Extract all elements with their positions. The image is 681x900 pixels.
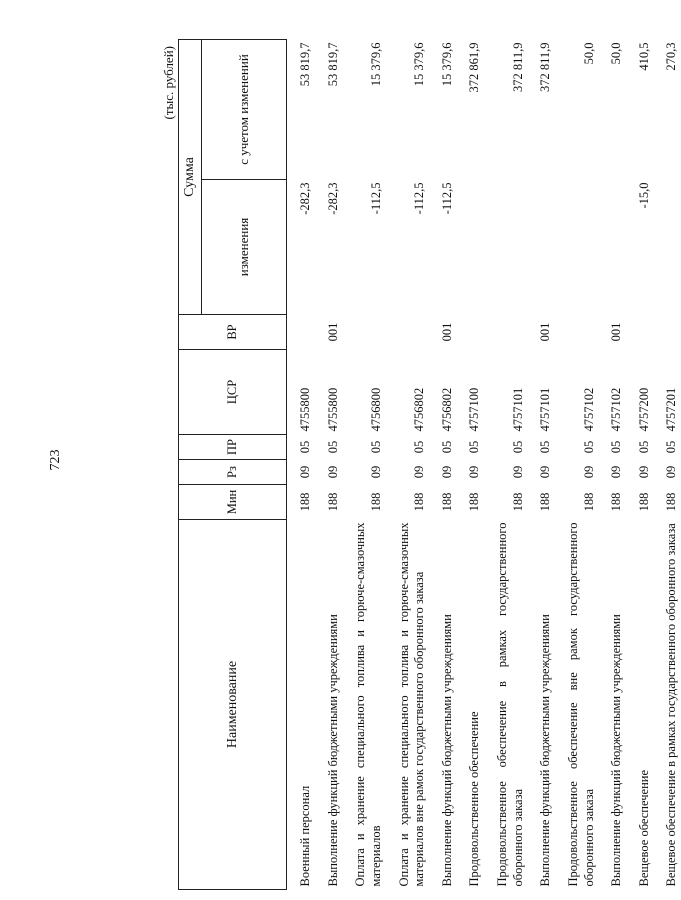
row-vr-cell: [636, 315, 654, 350]
row-change-cell: -282,3: [298, 182, 312, 215]
row-csr-cell: 4756800: [368, 387, 383, 432]
table-row: [325, 40, 343, 890]
header-changes: изменения: [202, 180, 287, 315]
row-pr-cell: 05: [636, 440, 651, 454]
table-row: [537, 40, 555, 890]
row-vr-cell: [494, 315, 527, 350]
row-min-cell: 188: [412, 492, 427, 512]
budget-table: [178, 39, 681, 890]
row-change-cell: [537, 180, 555, 315]
header-min: Мин: [179, 485, 287, 520]
table-row: [608, 40, 626, 890]
row-total-cell: 372 811,9: [510, 42, 525, 93]
table-row: [663, 40, 681, 890]
row-rz-cell: 09: [581, 465, 596, 479]
row-name-cell: Выполнение функций бюджетными учреждениями: [609, 614, 624, 887]
row-vr-cell: 001: [325, 322, 340, 342]
row-change-cell: [466, 180, 484, 315]
row-pr-cell: 05: [325, 440, 340, 454]
row-name-cell: Вещевое обеспечение в рамках государственного оборонного заказа: [664, 523, 679, 887]
row-total-cell: 15 379,6: [412, 42, 427, 87]
row-csr-cell: 4755800: [298, 387, 312, 432]
row-vr-cell: [396, 315, 429, 350]
row-total-cell: 372 861,9: [467, 42, 482, 93]
row-csr-cell: 4756802: [439, 387, 454, 432]
header-csr: ЦСР: [179, 350, 287, 435]
header-rz: Рз: [179, 460, 287, 485]
row-spacer: [456, 40, 466, 890]
row-name-cell: Вещевое обеспечение: [636, 770, 651, 887]
row-csr-cell: 4757101: [538, 387, 553, 432]
row-name-cell: Продовольственное обеспечение: [467, 711, 482, 887]
units-note: (тыс. рублей): [161, 46, 176, 120]
row-min-cell: 188: [298, 492, 312, 512]
row-csr-cell: 4757102: [609, 387, 624, 432]
row-pr-cell: 05: [510, 440, 525, 454]
row-total-cell: 15 379,6: [368, 42, 383, 87]
row-rz-cell: 09: [636, 465, 651, 479]
row-csr-cell: 4756802: [412, 387, 427, 432]
row-min-cell: 188: [581, 492, 596, 512]
row-vr-cell: [352, 315, 385, 350]
row-csr-cell: 4757201: [664, 387, 679, 432]
table-body: [287, 40, 681, 890]
row-min-cell: 188: [538, 492, 553, 512]
row-rz-cell: 09: [368, 465, 383, 479]
row-change-cell: -112,5: [368, 182, 383, 215]
header-sum: Сумма: [179, 40, 202, 315]
row-name-cell: Выполнение функций бюджетными учреждениями: [538, 614, 553, 887]
row-spacer: [555, 40, 565, 890]
row-min-cell: 188: [636, 492, 651, 512]
row-vr-cell: [565, 315, 598, 350]
row-pr-cell: 05: [664, 440, 679, 454]
row-min-cell: 188: [664, 492, 679, 512]
row-pr-cell: 05: [298, 440, 312, 454]
row-spacer: [626, 40, 636, 890]
table-row: [636, 40, 654, 890]
row-name-cell: Военный персонал: [298, 785, 312, 887]
header-pr: ПР: [179, 435, 287, 460]
row-vr-cell: [297, 315, 315, 350]
row-vr-cell: 001: [538, 322, 553, 342]
row-change-cell: -112,5: [412, 182, 427, 215]
row-change-cell: [494, 180, 527, 315]
row-rz-cell: 09: [538, 465, 553, 479]
row-pr-cell: 05: [467, 440, 482, 454]
row-min-cell: 188: [439, 492, 454, 512]
row-change-cell: [608, 180, 626, 315]
row-total-cell: 270,3: [664, 42, 679, 71]
table-header: [179, 40, 287, 890]
row-pr-cell: 05: [538, 440, 553, 454]
row-change-cell: -15,0: [636, 182, 651, 209]
row-pr-cell: 05: [581, 440, 596, 454]
row-name-cell: Продовольственное обеспечение в рамках государственного оборонного заказа: [495, 522, 525, 887]
row-name-cell: Выполнение функций бюджетными учреждениями: [325, 614, 340, 887]
table-row: [494, 40, 527, 890]
row-spacer: [429, 40, 439, 890]
table-row: [396, 40, 429, 890]
row-csr-cell: 4757100: [467, 387, 482, 432]
row-rz-cell: 09: [664, 465, 679, 479]
row-min-cell: 188: [467, 492, 482, 512]
row-rz-cell: 09: [412, 465, 427, 479]
row-change-cell: [565, 180, 598, 315]
row-spacer: [484, 40, 494, 890]
row-csr-cell: 4755800: [325, 387, 340, 432]
row-change-cell: -282,3: [325, 182, 340, 215]
row-vr-cell: 001: [439, 322, 454, 342]
row-total-cell: 53 819,7: [325, 42, 340, 87]
row-rz-cell: 09: [325, 465, 340, 479]
table-row: [439, 40, 457, 890]
row-pr-cell: 05: [439, 440, 454, 454]
row-total-cell: 50,0: [581, 42, 596, 65]
budget-sheet: [161, 40, 679, 890]
row-name-cell: Продовольственное обеспечение вне рамок государственного оборонного заказа: [565, 522, 596, 887]
row-csr-cell: 4757200: [636, 387, 651, 432]
header-with-changes: с учетом изменений: [202, 40, 287, 180]
row-csr-cell: 4757102: [581, 387, 596, 432]
row-total-cell: 372 811,9: [538, 42, 553, 93]
row-rz-cell: 09: [609, 465, 624, 479]
row-rz-cell: 09: [439, 465, 454, 479]
row-total-cell: 53 819,7: [298, 42, 312, 87]
row-change-cell: [663, 180, 681, 315]
row-spacer: [315, 40, 325, 890]
row-spacer: [598, 40, 608, 890]
row-spacer: [653, 40, 663, 890]
row-vr-cell: 001: [609, 322, 624, 342]
row-csr-cell: 4757101: [510, 387, 525, 432]
table-row: [352, 40, 385, 890]
row-spacer: [342, 40, 352, 890]
row-change-cell: -112,5: [439, 182, 454, 215]
row-spacer: [527, 40, 537, 890]
row-rz-cell: 09: [510, 465, 525, 479]
table-row: [297, 40, 315, 890]
row-rz-cell: 09: [467, 465, 482, 479]
row-pr-cell: 05: [609, 440, 624, 454]
row-min-cell: 188: [325, 492, 340, 512]
row-total-cell: 50,0: [609, 42, 624, 65]
row-min-cell: 188: [510, 492, 525, 512]
row-vr-cell: [663, 315, 681, 350]
page-number: 723: [48, 449, 63, 471]
row-name-cell: Оплата и хранение специального топлива и горюче-смазочных материалов: [353, 522, 383, 887]
table-row: [565, 40, 598, 890]
row-name-cell: Выполнение функций бюджетными учреждениями: [439, 614, 454, 887]
row-spacer: [386, 40, 396, 890]
row-name-cell: Оплата и хранение специального топлива и горюче-смазочных материалов вне рамок государственного оборонного заказа: [396, 522, 427, 887]
row-pr-cell: 05: [368, 440, 383, 454]
row-pr-cell: 05: [412, 440, 427, 454]
row-min-cell: 188: [368, 492, 383, 512]
header-vr: ВР: [179, 315, 287, 350]
row-vr-cell: [466, 315, 484, 350]
row-rz-cell: 09: [298, 465, 312, 479]
header-name: Наименование: [179, 520, 287, 890]
table-row: [466, 40, 484, 890]
row-total-cell: 410,5: [636, 42, 651, 71]
row-total-cell: 15 379,6: [439, 42, 454, 87]
row-min-cell: 188: [609, 492, 624, 512]
